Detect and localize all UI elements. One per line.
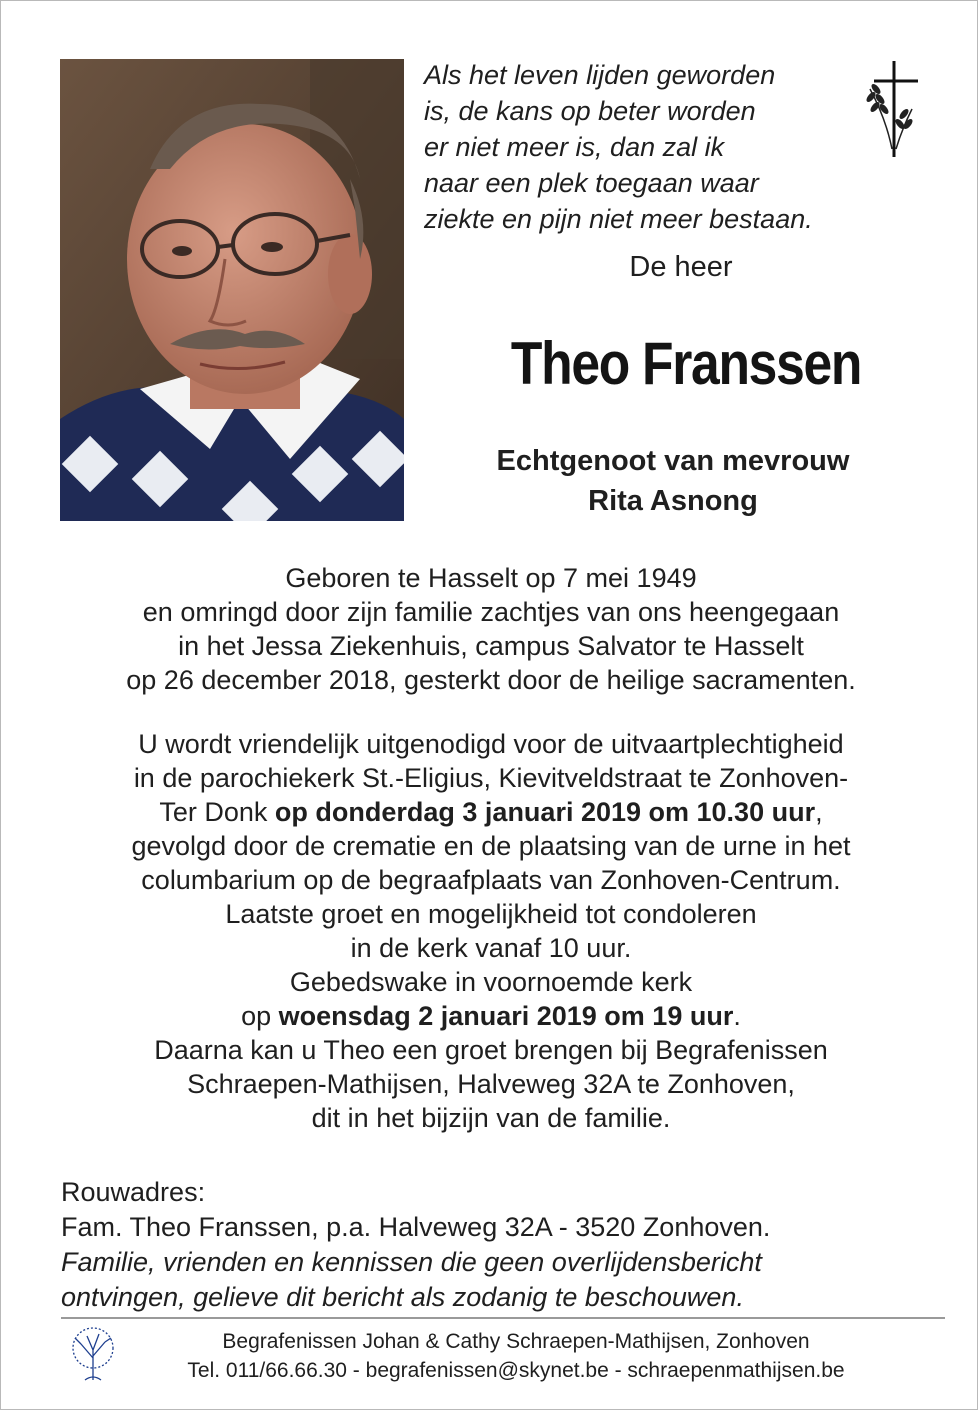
- salutation: De heer: [629, 251, 733, 283]
- divider: [61, 1317, 945, 1319]
- poem: [424, 57, 844, 237]
- portrait-photo: [60, 59, 404, 521]
- text-line: U wordt vriendelijk uitgenodigd voor de uitvaartplechtigheid: [138, 729, 844, 759]
- text-line: Schraepen-Mathijsen, Halveweg 32A te Zonhoven,: [187, 1069, 795, 1099]
- text-span: op: [241, 1001, 279, 1031]
- prayer-vigil-date: woensdag 2 januari 2019 om 19 uur: [278, 1001, 734, 1031]
- text-line: Laatste groet en mogelijkheid tot condoleren: [225, 899, 757, 929]
- cross-with-wheat-icon: [856, 59, 926, 159]
- poem-line: ziekte en pijn niet meer bestaan.: [424, 204, 813, 234]
- text-line: in de parochiekerk St.-Eligius, Kievitveldstraat te Zonhoven-: [133, 763, 849, 793]
- funeral-home-contact: Tel. 011/66.66.30 - begrafenissen@skynet.be - schraepenmathijsen.be: [187, 1359, 845, 1382]
- address-label: Rouwadres:: [61, 1177, 206, 1207]
- funeral-service-details: [31, 727, 951, 1135]
- tree-logo-icon: [65, 1326, 121, 1382]
- text-line: gevolgd door de crematie en de plaatsing van de urne in het: [131, 831, 851, 861]
- address-note: Familie, vrienden en kennissen die geen overlijdensbericht: [61, 1247, 762, 1277]
- poem-line: Als het leven lijden geworden: [424, 60, 776, 90]
- text-line: in de kerk vanaf 10 uur.: [350, 933, 632, 963]
- text-line: dit in het bijzijn van de familie.: [311, 1103, 671, 1133]
- text-span: .: [733, 1001, 741, 1031]
- portrait-illustration: [60, 59, 404, 521]
- poem-line: er niet meer is, dan zal ik: [424, 132, 725, 162]
- text-line: Geboren te Hasselt op 7 mei 1949: [285, 563, 697, 593]
- birth-and-death-details: [31, 561, 951, 697]
- text-line: in het Jessa Ziekenhuis, campus Salvator te Hasselt: [178, 631, 804, 661]
- text-line: op 26 december 2018, gesterkt door de heilige sacramenten.: [126, 665, 856, 695]
- mourning-address: [61, 1175, 941, 1315]
- text-line: [31, 795, 951, 829]
- address-note: ontvingen, gelieve dit bericht als zodanig te beschouwen.: [61, 1282, 744, 1312]
- spouse-info: [431, 441, 915, 521]
- text-span: ,: [815, 797, 823, 827]
- text-span: Ter Donk: [159, 797, 275, 827]
- address-line: Fam. Theo Franssen, p.a. Halveweg 32A - 3520 Zonhoven.: [61, 1212, 771, 1242]
- funeral-date: op donderdag 3 januari 2019 om 10.30 uur: [274, 797, 816, 827]
- text-line: columbarium op de begraafplaats van Zonhoven-Centrum.: [141, 865, 841, 895]
- text-line: Daarna kan u Theo een groet brengen bij Begrafenissen: [154, 1035, 828, 1065]
- spouse-line: Echtgenoot van mevrouw: [496, 445, 850, 477]
- text-line: Gebedswake in voornoemde kerk: [289, 967, 693, 997]
- poem-line: is, de kans op beter worden: [424, 96, 756, 126]
- funeral-home-name: Begrafenissen Johan & Cathy Schraepen-Mathijsen, Zonhoven: [222, 1330, 810, 1353]
- funeral-home-footer: [121, 1327, 911, 1385]
- deceased-name: Theo Franssen: [510, 330, 862, 397]
- text-line: en omringd door zijn familie zachtjes van ons heengegaan: [142, 597, 840, 627]
- spouse-name: Rita Asnong: [588, 485, 758, 517]
- poem-line: naar een plek toegaan waar: [424, 168, 759, 198]
- text-line: [31, 999, 951, 1033]
